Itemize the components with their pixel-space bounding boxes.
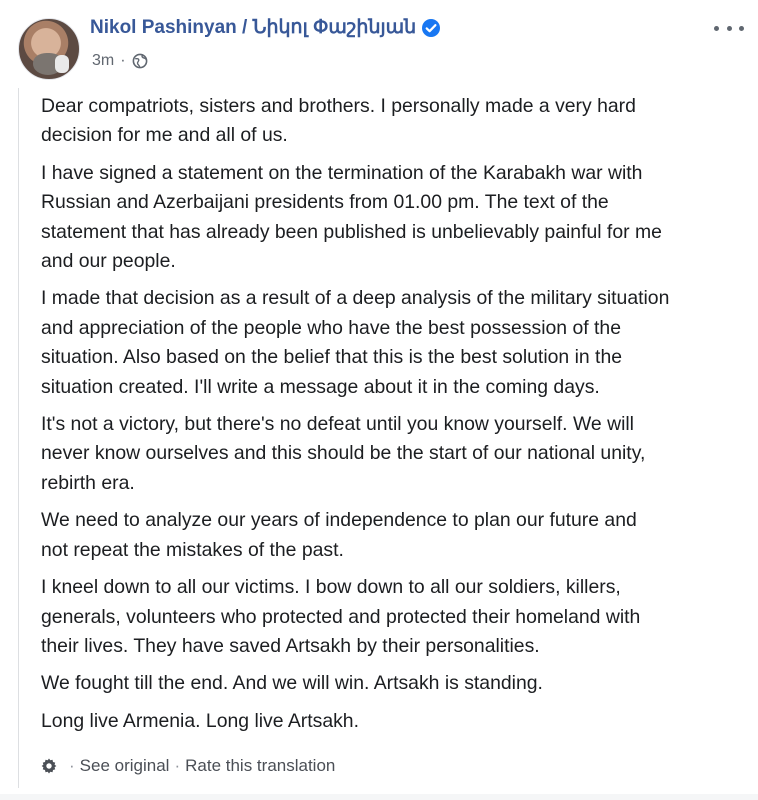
post-paragraph — [41, 573, 738, 661]
post-line: decision for me and all of us. — [41, 124, 288, 147]
post-line: Dear compatriots, sisters and brothers. I personally made a very hard — [41, 95, 636, 117]
post-line: It's not a victory, but there's no defeat until you know yourself. We will — [41, 413, 634, 436]
translated-post-body — [18, 88, 738, 788]
footer-separator: · — [174, 756, 181, 775]
meta-separator: · — [120, 52, 126, 69]
post-paragraph — [41, 92, 738, 151]
more-dot — [739, 26, 744, 31]
avatar[interactable] — [18, 18, 80, 80]
avatar-microphone — [55, 55, 69, 73]
post-line: not repeat the mistakes of the past. — [41, 538, 344, 561]
verified-badge-icon — [422, 19, 440, 37]
post-line: their lives. They have saved Artsakh by their personalities. — [41, 634, 540, 657]
post-paragraph — [41, 410, 738, 498]
post-timestamp[interactable]: 3m — [92, 52, 115, 69]
post-header — [0, 0, 758, 86]
more-options-icon[interactable] — [714, 18, 744, 38]
post-paragraph — [41, 669, 738, 698]
more-dot — [714, 26, 719, 31]
post-line: We fought till the end. And we will win. Artsakh is standing. — [41, 672, 543, 695]
post-line: generals, volunteers who protected and protected their homeland with — [41, 605, 641, 628]
post-line: I have signed a statement on the termination of the Karabakh war with — [41, 161, 643, 184]
post-line: and appreciation of the people who have the best possession of the — [41, 316, 621, 339]
post-line: and our people. — [41, 250, 176, 273]
see-original-link[interactable]: See original — [79, 756, 170, 775]
post-line: rebirth era. — [41, 471, 135, 494]
rate-translation-link[interactable]: Rate this translation — [185, 756, 336, 775]
post-line: We need to analyze our years of independence to plan our future and — [41, 509, 637, 532]
post-paragraph — [41, 707, 738, 736]
post-line: Russian and Azerbaijani presidents from 01.00 pm. The text of the — [41, 191, 609, 214]
post-line: statement that has already been published is unbelievably painful for me — [41, 220, 662, 243]
post-line: situation. Also based on the belief that this is the best solution in the — [41, 346, 623, 369]
post-line: never know ourselves and this should be the start of our national unity, — [41, 442, 646, 465]
globe-icon[interactable] — [132, 53, 148, 69]
post-line: Long live Armenia. Long live Artsakh. — [41, 709, 359, 732]
translation-footer — [40, 756, 335, 776]
gear-icon[interactable] — [40, 757, 58, 775]
post-line: I made that decision as a result of a deep analysis of the military situation — [41, 287, 670, 310]
author-row — [90, 16, 440, 39]
post-paragraph — [41, 284, 738, 402]
post-paragraph — [41, 159, 738, 277]
footer-separator: · — [69, 756, 75, 775]
post-line: situation created. I'll write a message about it in the coming days. — [41, 375, 600, 398]
author-name[interactable]: Nikol Pashinyan / Նիկոլ Փաշինյան — [90, 17, 417, 38]
post-meta — [92, 52, 148, 70]
more-dot — [727, 26, 732, 31]
post-paragraph — [41, 506, 738, 565]
post-line: I kneel down to all our victims. I bow down to all our soldiers, killers, — [41, 576, 621, 599]
post-bottom-divider — [0, 794, 758, 800]
